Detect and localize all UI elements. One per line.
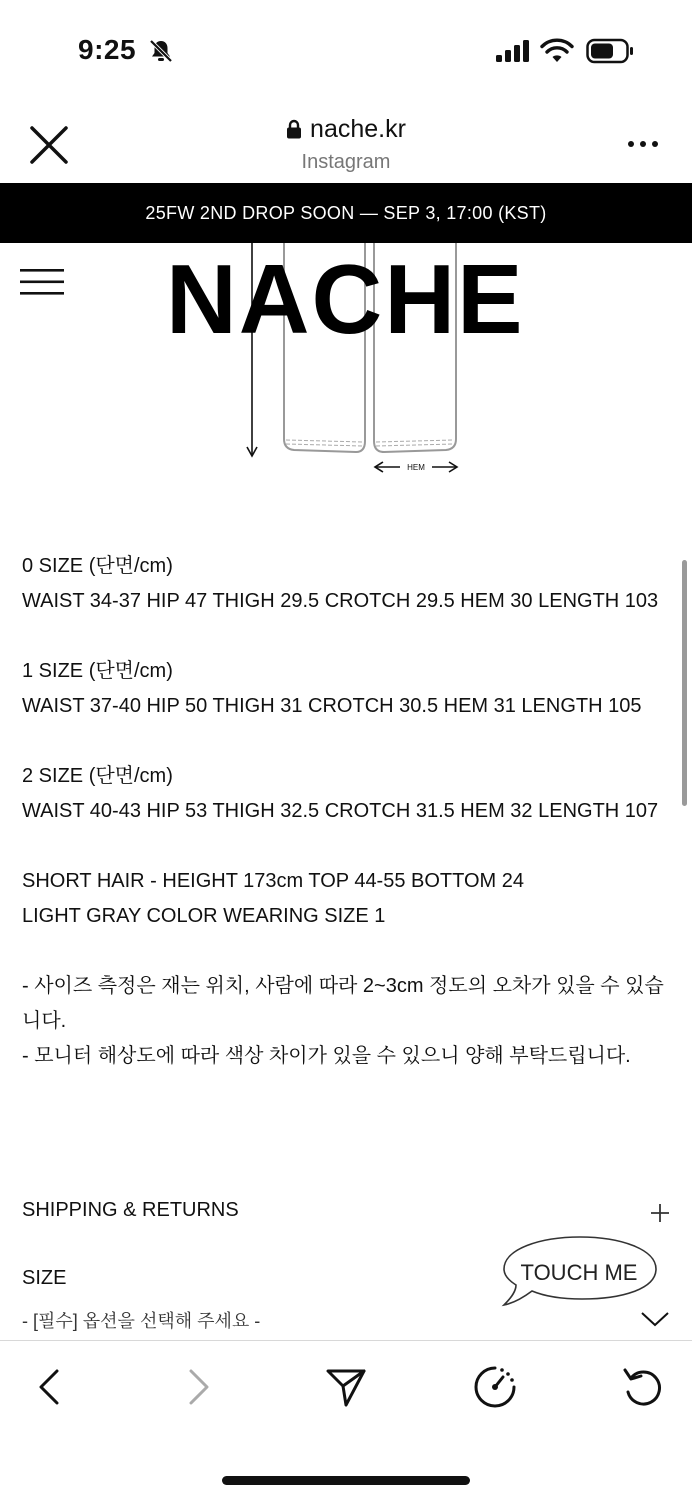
chevron-down-icon[interactable] — [640, 1310, 670, 1328]
touch-me-label[interactable]: TOUCH ME — [520, 1260, 638, 1285]
size-select[interactable]: - [필수] 옵션을 선택해 주세요 - — [22, 1311, 261, 1331]
announcement-banner — [0, 183, 692, 243]
speed-icon[interactable] — [472, 1364, 518, 1410]
size-block-1 — [22, 654, 672, 724]
shipping-returns-toggle[interactable]: SHIPPING & RETURNS — [22, 1199, 239, 1221]
size-title: 0 SIZE (단면/cm) — [22, 555, 173, 577]
model-line: LIGHT GRAY COLOR WEARING SIZE 1 — [22, 905, 386, 927]
more-icon[interactable] — [627, 140, 659, 148]
forward-icon[interactable] — [186, 1368, 212, 1406]
note-line: - 사이즈 측정은 재는 위치, 사람에 따라 2~3cm 정도의 오차가 있을 수 있습니다. — [22, 975, 664, 1032]
size-measure: WAIST 40-43 HIP 53 THIGH 32.5 CROTCH 31.5 HEM 32 LENGTH 107 — [22, 800, 659, 822]
brand-logo[interactable]: NACHE — [166, 244, 525, 354]
size-measure: WAIST 37-40 HIP 50 THIGH 31 CROTCH 30.5 HEM 31 LENGTH 105 — [22, 695, 642, 717]
wifi-icon — [540, 38, 574, 64]
lock-icon — [286, 119, 302, 139]
home-indicator[interactable] — [222, 1476, 470, 1485]
url-source: Instagram — [301, 151, 391, 173]
size-title: 2 SIZE (단면/cm) — [22, 765, 173, 787]
model-line: SHORT HAIR - HEIGHT 173cm TOP 44-55 BOTTOM 24 — [22, 870, 525, 892]
url-display[interactable] — [0, 115, 692, 144]
size-info — [22, 549, 672, 1074]
size-measure: WAIST 34-37 HIP 47 THIGH 29.5 CROTCH 29.5 HEM 30 LENGTH 103 — [22, 590, 659, 612]
menu-icon[interactable] — [20, 268, 64, 296]
size-block-2 — [22, 759, 672, 829]
banner-text: 25FW 2ND DROP SOON — SEP 3, 17:00 (KST) — [145, 202, 547, 223]
battery-icon — [586, 38, 634, 64]
back-icon[interactable] — [36, 1368, 62, 1406]
plus-icon[interactable] — [650, 1203, 670, 1223]
size-block-0 — [22, 549, 672, 619]
size-title: 1 SIZE (단면/cm) — [22, 660, 173, 682]
hem-label: HEM — [407, 463, 425, 472]
signal-icon — [496, 40, 530, 62]
note-line: - 모니터 해상도에 따라 색상 차이가 있을 수 있으니 양해 부탁드립니다. — [22, 1045, 631, 1067]
scrollbar[interactable] — [682, 560, 687, 806]
share-icon[interactable] — [325, 1366, 367, 1408]
model-info — [22, 864, 672, 934]
status-time: 9:25 — [78, 34, 137, 65]
notes — [22, 969, 672, 1074]
size-label: SIZE — [22, 1267, 67, 1289]
reload-icon[interactable] — [620, 1364, 664, 1410]
bell-slash-icon — [148, 38, 174, 64]
url-domain: nache.kr — [310, 115, 406, 143]
